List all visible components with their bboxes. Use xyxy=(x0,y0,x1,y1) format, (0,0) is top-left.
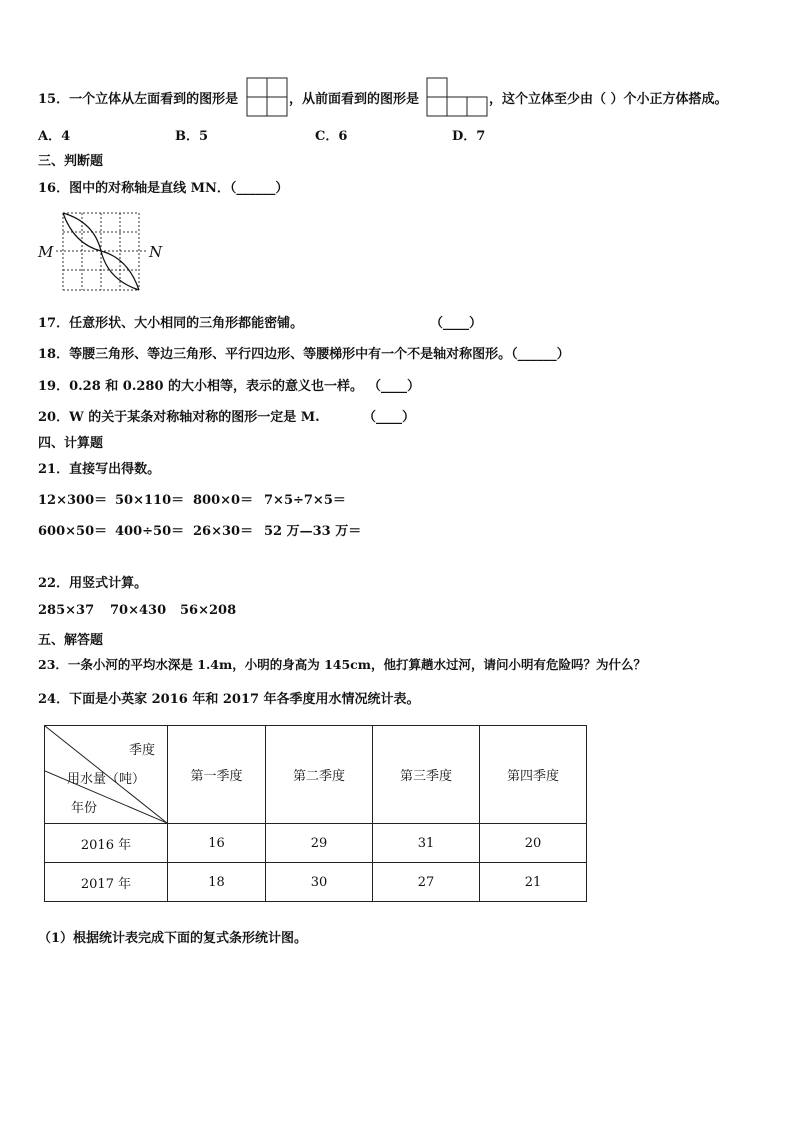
q21-r2-item1: 600×50＝ xyxy=(38,524,108,539)
q15-left-view-figure xyxy=(246,77,290,117)
q22-item1: 285×37 xyxy=(38,603,95,618)
cell-value: 31 xyxy=(373,824,480,863)
table-diagonal-header xyxy=(45,726,168,824)
q21-r1-item3: 800×0＝ xyxy=(193,493,254,508)
col-header-q2: 第二季度 xyxy=(266,726,373,824)
diag-label-year: 年份 xyxy=(71,801,98,816)
q18-text: 18．等腰三角形、等边三角形、平行四边形、等腰梯形中有一个不是轴对称图形。（______） xyxy=(38,347,570,362)
cell-value: 18 xyxy=(168,863,266,902)
q16-label-n: N xyxy=(149,243,163,261)
cell-value: 16 xyxy=(168,824,266,863)
row-year: 2016 年 xyxy=(45,824,168,863)
col-header-q4: 第四季度 xyxy=(480,726,587,824)
q21-r2-item2: 400÷50＝ xyxy=(115,524,185,539)
q17-text: 17．任意形状、大小相同的三角形都能密铺。 xyxy=(38,316,304,331)
col-header-q3: 第三季度 xyxy=(373,726,480,824)
q15-option-d: D．7 xyxy=(452,129,486,144)
diag-label-season: 季度 xyxy=(129,743,156,758)
cell-value: 30 xyxy=(266,863,373,902)
q15-front-view-figure xyxy=(426,77,490,117)
q24-title: 24．下面是小英家 2016 年和 2017 年各季度用水情况统计表。 xyxy=(38,692,420,707)
q22-item3: 56×208 xyxy=(180,603,237,618)
diag-label-usage: 用水量（吨） xyxy=(67,772,146,787)
section-3-heading: 三、判断题 xyxy=(38,154,104,169)
q16-grid-figure xyxy=(36,208,164,294)
section-5-heading: 五、解答题 xyxy=(38,633,104,648)
q15-text-part2: ，从前面看到的图形是 xyxy=(289,92,420,107)
q16-text: 16．图中的对称轴是直线 MN．（______） xyxy=(38,181,289,196)
q24-sub1: （1）根据统计表完成下面的复式条形统计图。 xyxy=(38,931,308,946)
q15-line-mid xyxy=(289,88,419,107)
q15-option-b: B．5 xyxy=(175,129,209,144)
table-row xyxy=(45,824,587,863)
q15-option-c: C．6 xyxy=(315,129,348,144)
water-usage-table xyxy=(44,725,587,902)
cell-value: 21 xyxy=(480,863,587,902)
q21-r1-item1: 12×300＝ xyxy=(38,493,108,508)
q15-text-part1: 15．一个立体从左面看到的图形是 xyxy=(38,92,239,107)
q20-blank[interactable]: （____） xyxy=(363,410,416,425)
q15-text-part3: ，这个立体至少由（ ）个小正方体搭成。 xyxy=(489,92,728,107)
q21-r2-item4: 52 万—33 万＝ xyxy=(264,524,362,539)
cell-value: 20 xyxy=(480,824,587,863)
col-header-q1: 第一季度 xyxy=(168,726,266,824)
q22-title: 22．用竖式计算。 xyxy=(38,576,148,591)
q21-r2-item3: 26×30＝ xyxy=(193,524,254,539)
q16-label-m: M xyxy=(38,243,54,261)
row-year: 2017 年 xyxy=(45,863,168,902)
table-row xyxy=(45,863,587,902)
q20-text: 20．W 的关于某条对称轴对称的图形一定是 M. xyxy=(38,410,320,425)
q23-text: 23．一条小河的平均水深是 1.4m，小明的身高为 145cm，他打算趟水过河，请问小明有危险吗？为什么？ xyxy=(38,657,647,672)
q19-text: 19．0.28 和 0.280 的大小相等，表示的意义也一样。 xyxy=(38,379,364,394)
q22-item2: 70×430 xyxy=(110,603,167,618)
q15-line xyxy=(38,88,238,107)
section-4-heading: 四、计算题 xyxy=(38,436,104,451)
q15-line-end xyxy=(489,88,728,107)
q17-blank[interactable]: （____） xyxy=(430,316,483,331)
cell-value: 27 xyxy=(373,863,480,902)
q21-r1-item2: 50×110＝ xyxy=(115,493,185,508)
q19-blank[interactable]: （____） xyxy=(368,379,421,394)
cell-value: 29 xyxy=(266,824,373,863)
q21-r1-item4: 7×5÷7×5＝ xyxy=(264,493,346,508)
q21-title: 21．直接写出得数。 xyxy=(38,462,161,477)
q15-option-a: A．4 xyxy=(38,129,71,144)
